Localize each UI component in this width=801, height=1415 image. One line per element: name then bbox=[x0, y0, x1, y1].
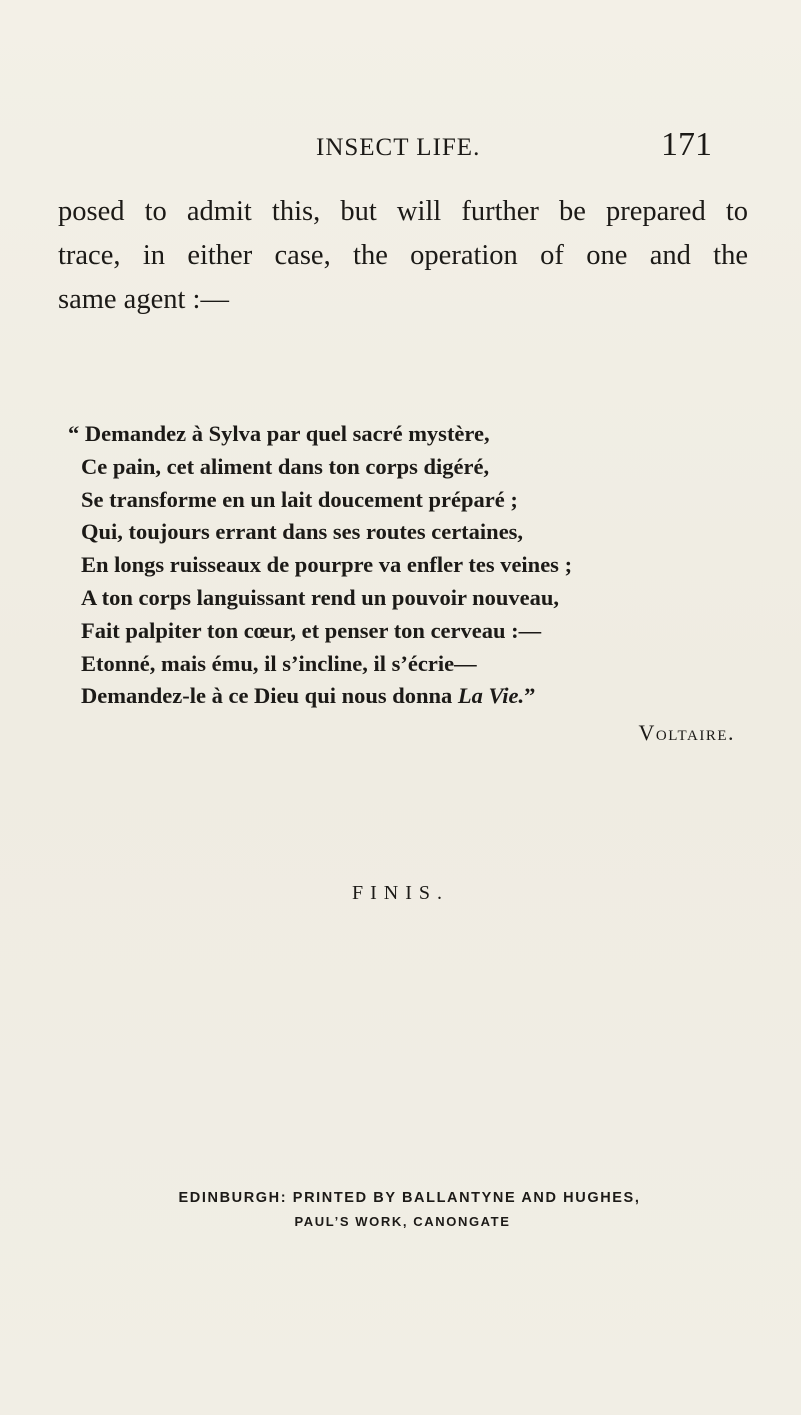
attribution: Voltaire. bbox=[638, 720, 735, 745]
running-title: INSECT LIFE. bbox=[316, 134, 481, 161]
verse-line: Qui, toujours errant dans ses routes certaines, bbox=[81, 519, 524, 545]
prose-line: posed to admit this, but will further be prepared to bbox=[58, 196, 748, 227]
finis: FINIS. bbox=[351, 882, 449, 904]
verse-line: Etonné, mais ému, il s’incline, il s’écrie— bbox=[81, 650, 477, 676]
prose-paragraph bbox=[58, 190, 748, 322]
verse-quotation bbox=[68, 418, 748, 713]
prose-line: same agent :— bbox=[58, 284, 229, 315]
verse-line-text: Demandez-le à ce Dieu qui nous donna bbox=[81, 683, 458, 709]
verse-line: Fait palpiter ton cœur, et penser ton cerveau :— bbox=[81, 617, 542, 643]
printer-imprint bbox=[0, 1186, 801, 1234]
verse-line: A ton corps languissant rend un pouvoir nouveau, bbox=[81, 584, 560, 610]
verse-line: En longs ruisseaux de pourpre va enfler tes veines ; bbox=[81, 552, 573, 578]
verse-italic-title: La Vie. bbox=[457, 683, 525, 709]
verse-line: “ Demandez à Sylva par quel sacré mystère, bbox=[68, 421, 490, 446]
imprint-line: EDINBURGH: PRINTED BY BALLANTYNE AND HUGHES, bbox=[178, 1190, 641, 1206]
verse-line: Se transforme en un lait doucement préparé ; bbox=[81, 486, 518, 512]
verse-line-last bbox=[68, 680, 748, 713]
verse-line: Ce pain, cet aliment dans ton corps digéré, bbox=[81, 453, 490, 479]
running-head bbox=[300, 126, 720, 172]
page-number: 171 bbox=[661, 126, 712, 163]
closing-quote: ” bbox=[524, 683, 536, 709]
imprint-line: PAUL’S WORK, CANONGATE bbox=[294, 1214, 511, 1229]
prose-line: trace, in either case, the operation of one and the bbox=[58, 240, 748, 271]
